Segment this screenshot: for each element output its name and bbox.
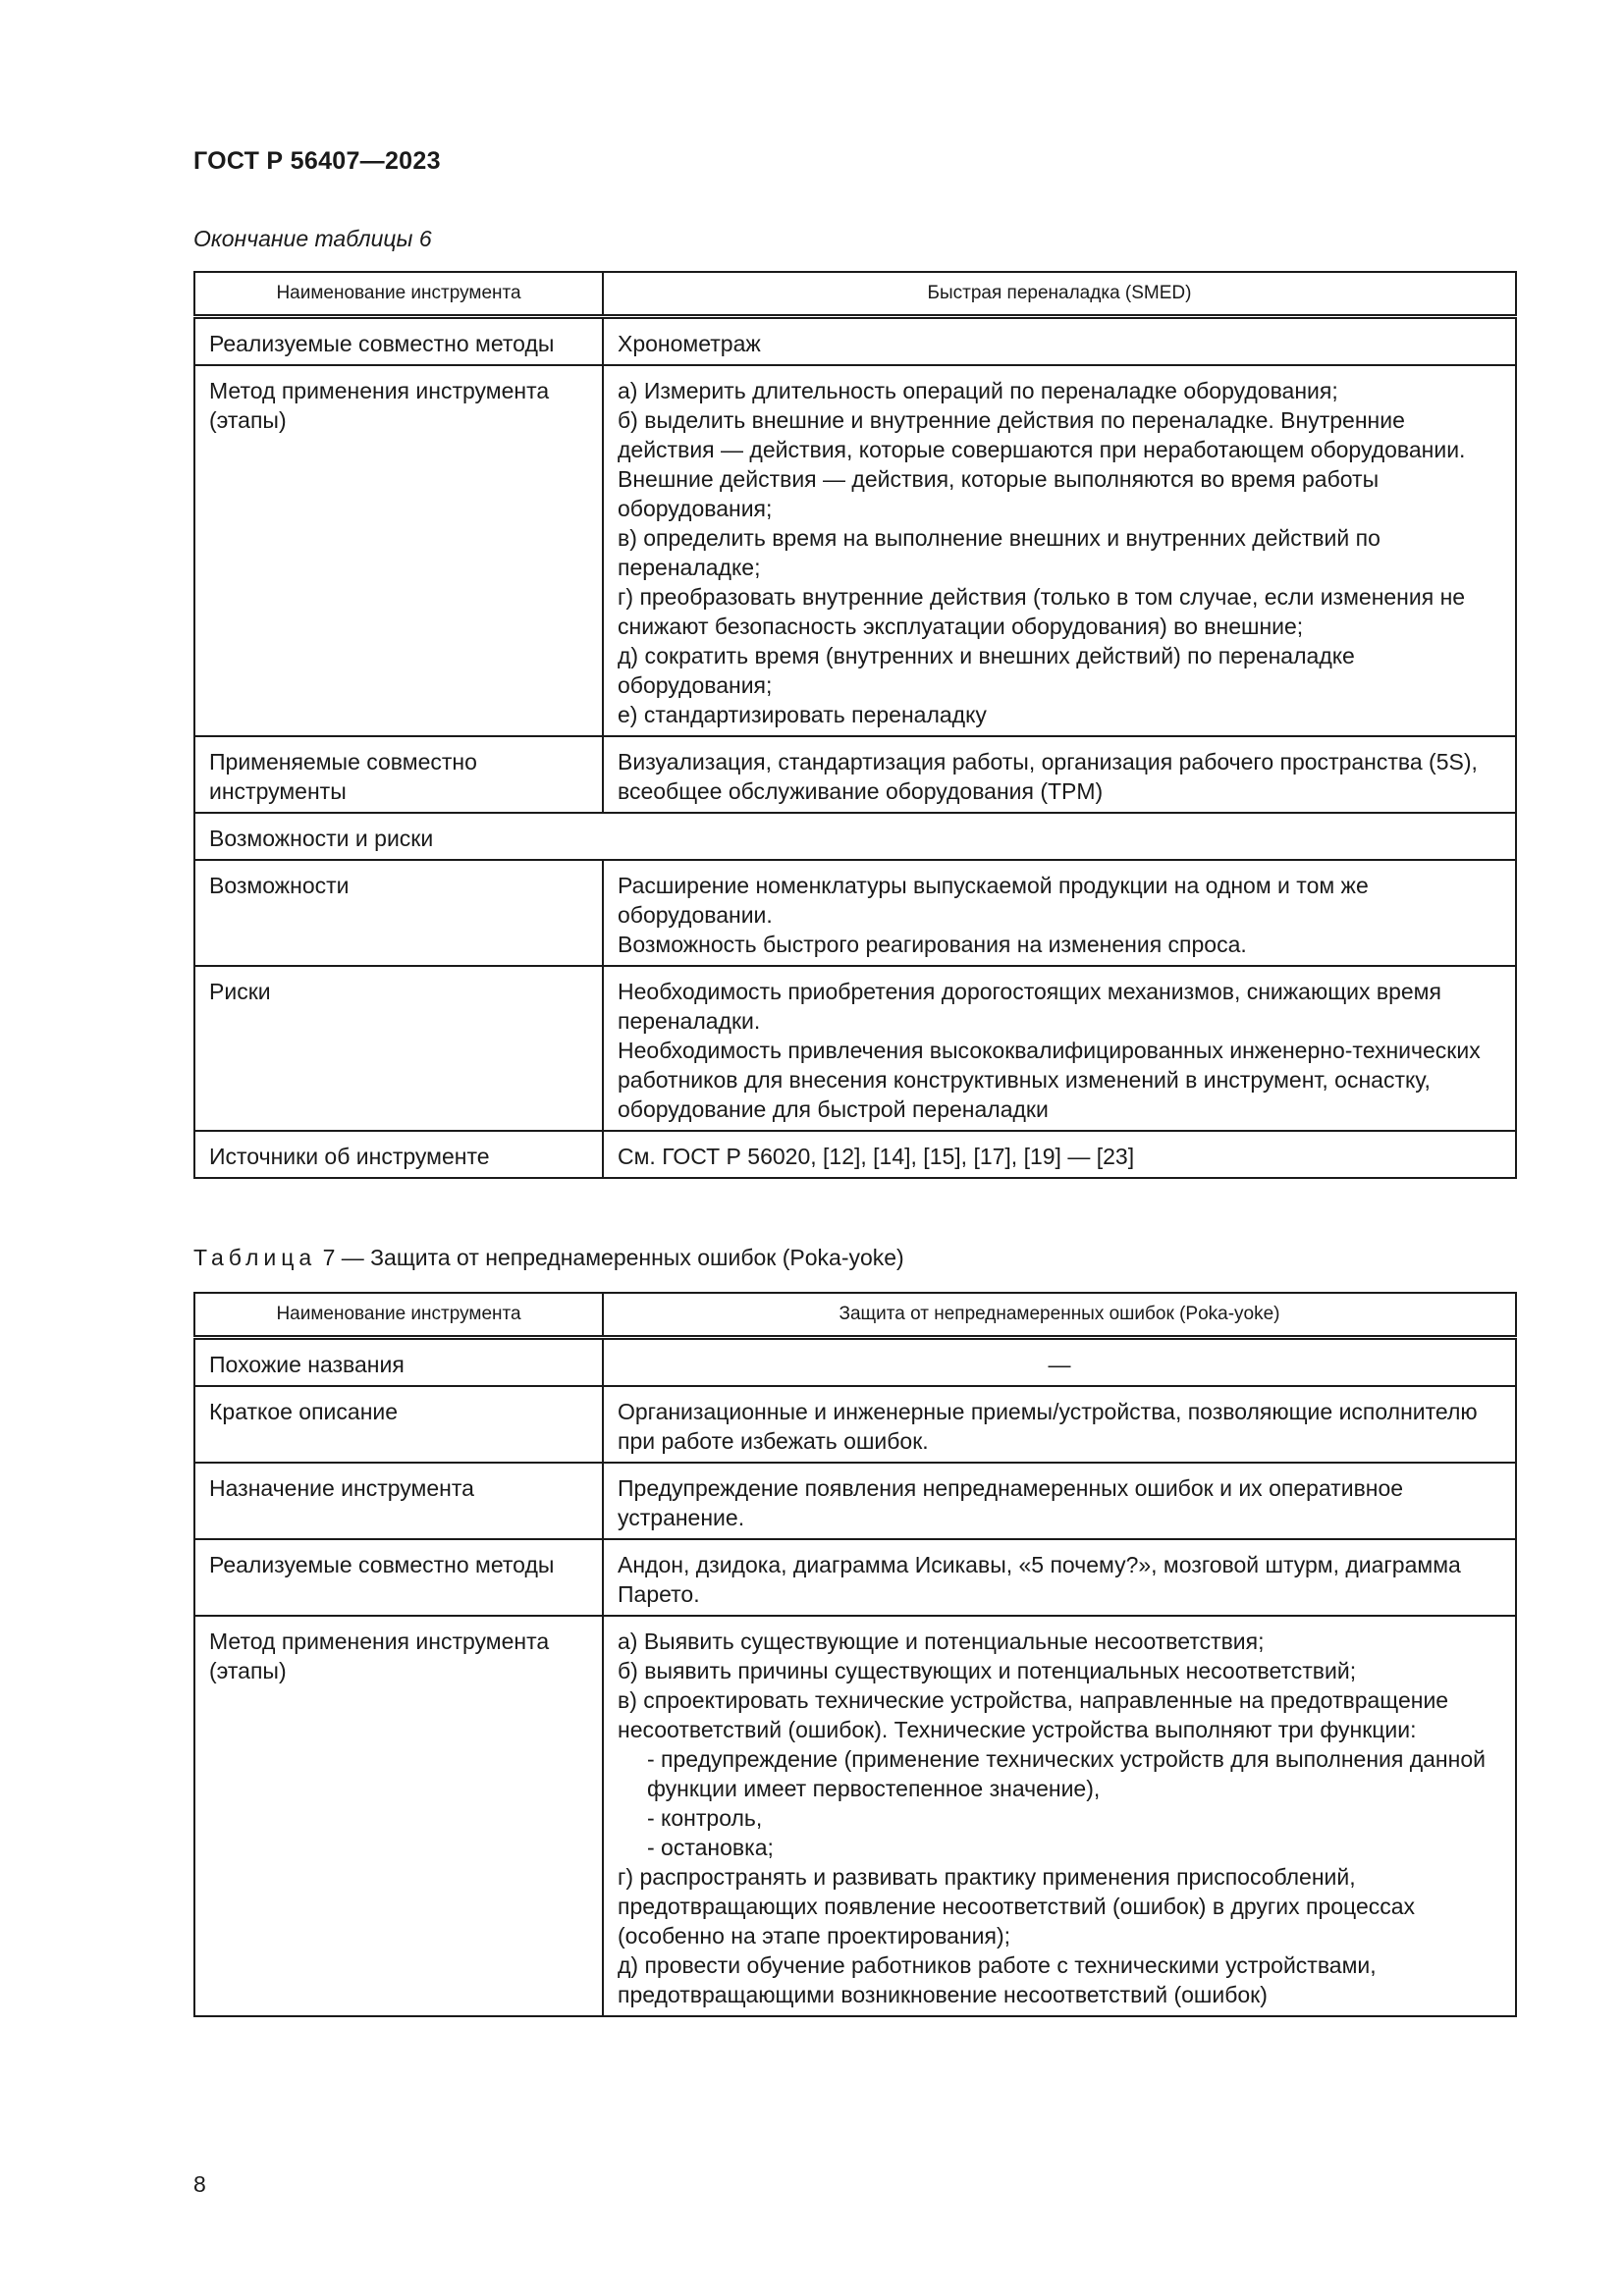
step-item: а) Выявить существующие и потенциальные несоответствия; [618,1629,1265,1654]
step-subitem: - остановка; [647,1835,774,1860]
step-subitem: - предупреждение (применение технических устройств для выполнения данной функции имеет первостепенное значение), [647,1746,1486,1801]
row-value: Хронометраж [603,317,1516,366]
table6-header-row [194,272,1516,317]
section-title: Возможности и риски [194,813,1516,860]
document-number-header: ГОСТ Р 56407—2023 [193,147,441,175]
table7-header-poka-yoke: Защита от непреднамеренных ошибок (Poka-yoke) [603,1293,1516,1338]
table6-header-smed: Быстрая переналадка (SMED) [603,272,1516,317]
table6-header-tool-name: Наименование инструмента [194,272,603,317]
row-value-opportunities [603,860,1516,966]
page-number: 8 [193,2171,206,2197]
row-label: Источники об инструменте [194,1131,603,1178]
opportunity-item: Возможность быстрого реагирования на изменения спроса. [618,932,1247,957]
step-subitem: - контроль, [647,1805,763,1831]
step-item: г) распространять и развивать практику применения приспособлений, предотвращающих появление несоответствий (ошибок) в других процессах (особенно на этапе проектирования); [618,1864,1416,1949]
table-row [194,317,1516,366]
row-value: — [603,1338,1516,1387]
step-item: б) выявить причины существующих и потенциальных несоответствий; [618,1658,1357,1683]
row-value: Визуализация, стандартизация работы, организация рабочего пространства (5S), всеобщее обслуживание оборудования (TPM) [603,736,1516,813]
table7-caption-text: 7 — Защита от непреднамеренных ошибок (Poka-yoke) [316,1245,904,1270]
table-row [194,860,1516,966]
risk-item: Необходимость привлечения высококвалифицированных инженерно-технических работников для внесения конструктивных изменений в инструмент, оснастку, оборудование для быстрой переналадки [618,1038,1481,1122]
table-row [194,1539,1516,1616]
row-value: Андон, дзидока, диаграмма Исикавы, «5 почему?», мозговой штурм, диаграмма Парето. [603,1539,1516,1616]
row-value-risks [603,966,1516,1131]
table-row [194,1616,1516,2016]
row-label: Краткое описание [194,1386,603,1463]
table-6 [193,271,1517,1179]
table-7 [193,1292,1517,2017]
row-label: Реализуемые совместно методы [194,317,603,366]
step-item: в) определить время на выполнение внешних и внутренних действий по переналадке; [618,525,1380,580]
table-row [194,736,1516,813]
table7-header-row [194,1293,1516,1338]
section-row [194,813,1516,860]
table7-header-tool-name: Наименование инструмента [194,1293,603,1338]
table7-caption-prefix: Таблица [193,1245,317,1270]
row-label: Похожие названия [194,1338,603,1387]
table6-caption: Окончание таблицы 6 [193,226,432,251]
row-label: Назначение инструмента [194,1463,603,1539]
row-label: Метод применения инструмента (этапы) [194,365,603,736]
row-label: Возможности [194,860,603,966]
opportunity-item: Расширение номенклатуры выпускаемой продукции на одном и том же оборудовании. [618,873,1369,928]
row-label: Реализуемые совместно методы [194,1539,603,1616]
row-value: См. ГОСТ Р 56020, [12], [14], [15], [17], [19] — [23] [603,1131,1516,1178]
row-value: Организационные и инженерные приемы/устройства, позволяющие исполнителю при работе избежать ошибок. [603,1386,1516,1463]
table7-caption [193,1245,904,1271]
step-item: г) преобразовать внутренние действия (только в том случае, если изменения не снижают безопасность эксплуатации оборудования) во внешние; [618,584,1466,639]
step-item: д) сократить время (внутренних и внешних действий) по переналадке оборудования; [618,643,1355,698]
row-label: Применяемые совместно инструменты [194,736,603,813]
row-label: Метод применения инструмента (этапы) [194,1616,603,2016]
table-row [194,365,1516,736]
row-value: Предупреждение появления непреднамеренных ошибок и их оперативное устранение. [603,1463,1516,1539]
risk-item: Необходимость приобретения дорогостоящих механизмов, снижающих время переналадки. [618,979,1441,1034]
row-label: Риски [194,966,603,1131]
step-item: б) выделить внешние и внутренние действия по переналадке. Внутренние действия — действия, которые совершаются при неработающем оборудовании. Внешние действия — действия, которые выполняются во время работы оборудования; [618,407,1466,521]
row-value-steps [603,365,1516,736]
table-row [194,966,1516,1131]
step-item: д) провести обучение работников работе с техническими устройствами, предотвращающими возникновение несоответствий (ошибок) [618,1952,1377,2007]
table-row [194,1386,1516,1463]
row-value-steps [603,1616,1516,2016]
table-row [194,1463,1516,1539]
table-row [194,1338,1516,1387]
step-item: е) стандартизировать переналадку [618,702,987,727]
table-row [194,1131,1516,1178]
step-item: а) Измерить длительность операций по переналадке оборудования; [618,378,1338,403]
step-item: в) спроектировать технические устройства, направленные на предотвращение несоответствий (ошибок). Технические устройства выполняют три функции: [618,1687,1449,1742]
